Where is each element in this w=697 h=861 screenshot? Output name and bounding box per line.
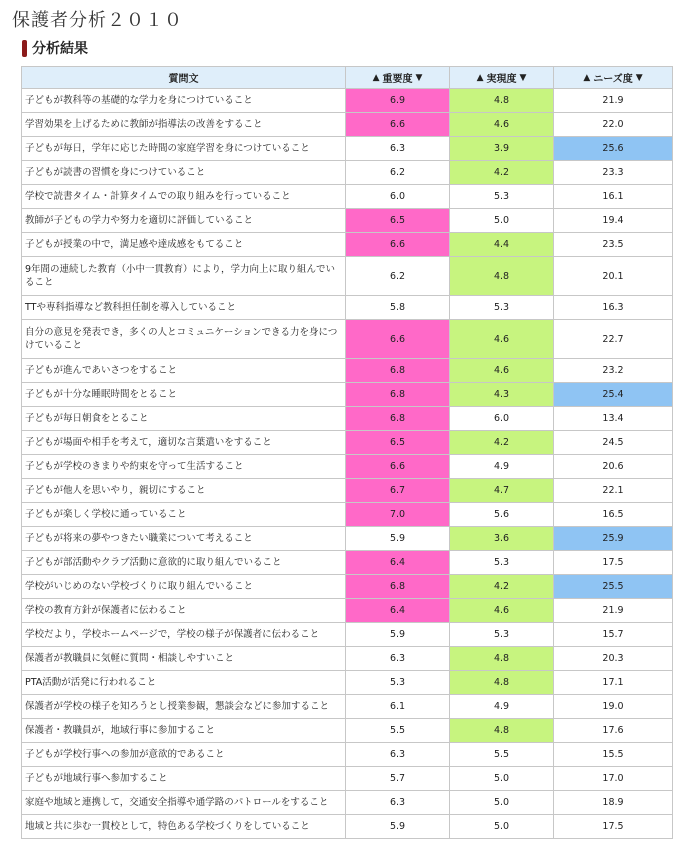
cell-needs: 17.5	[554, 815, 673, 839]
cell-question: 自分の意見を発表でき，多くの人とコミュニケーションできる力を身につけていること	[22, 320, 346, 359]
cell-question: 子どもが場面や相手を考えて，適切な言葉遣いをすること	[22, 431, 346, 455]
table-body	[22, 89, 673, 839]
cell-needs: 25.5	[554, 575, 673, 599]
cell-importance: 6.6	[346, 320, 450, 359]
cell-question: 子どもが学校行事への参加が意欲的であること	[22, 743, 346, 767]
cell-question: TTや専科指導など教科担任制を導入していること	[22, 296, 346, 320]
table-row	[22, 113, 673, 137]
table-row	[22, 671, 673, 695]
cell-needs: 20.3	[554, 647, 673, 671]
cell-question: 子どもが学校のきまりや約束を守って生活すること	[22, 455, 346, 479]
cell-needs: 23.5	[554, 233, 673, 257]
cell-needs: 16.5	[554, 503, 673, 527]
cell-importance: 5.8	[346, 296, 450, 320]
cell-question: 子どもが教科等の基礎的な学力を身につけていること	[22, 89, 346, 113]
section-marker-icon	[22, 40, 27, 57]
cell-importance: 6.5	[346, 209, 450, 233]
cell-actual: 3.6	[450, 527, 554, 551]
cell-actual: 6.0	[450, 407, 554, 431]
cell-question: PTA活動が活発に行われること	[22, 671, 346, 695]
cell-needs: 19.4	[554, 209, 673, 233]
cell-question: 子どもが十分な睡眠時間をとること	[22, 383, 346, 407]
cell-actual: 5.3	[450, 623, 554, 647]
cell-needs: 25.4	[554, 383, 673, 407]
cell-question: 教師が子どもの学力や努力を適切に評価していること	[22, 209, 346, 233]
cell-importance: 5.9	[346, 527, 450, 551]
cell-question: 学校がいじめのない学校づくりに取り組んでいること	[22, 575, 346, 599]
cell-importance: 6.0	[346, 185, 450, 209]
cell-actual: 5.3	[450, 296, 554, 320]
table-row	[22, 185, 673, 209]
cell-importance: 6.5	[346, 431, 450, 455]
cell-actual: 4.2	[450, 161, 554, 185]
table-row	[22, 599, 673, 623]
section-heading	[22, 37, 88, 59]
cell-importance: 7.0	[346, 503, 450, 527]
cell-needs: 21.9	[554, 599, 673, 623]
table-row	[22, 503, 673, 527]
cell-needs: 20.6	[554, 455, 673, 479]
cell-question: 学校で読書タイム・計算タイムでの取り組みを行っていること	[22, 185, 346, 209]
cell-question: 9年間の連続した教育（小中一貫教育）により，学力向上に取り組んでいること	[22, 257, 346, 296]
cell-needs: 17.1	[554, 671, 673, 695]
table-row	[22, 320, 673, 359]
cell-question: 子どもが将来の夢やつきたい職業について考えること	[22, 527, 346, 551]
cell-question: 保護者が学校の様子を知ろうとし授業参観，懇談会などに参加すること	[22, 695, 346, 719]
cell-actual: 4.3	[450, 383, 554, 407]
header-importance-label: 重要度	[382, 74, 413, 85]
cell-actual: 5.0	[450, 209, 554, 233]
cell-question: 子どもが地域行事へ参加すること	[22, 767, 346, 791]
cell-actual: 5.3	[450, 551, 554, 575]
cell-question: 学校の教育方針が保護者に伝わること	[22, 599, 346, 623]
cell-importance: 5.5	[346, 719, 450, 743]
table-row	[22, 89, 673, 113]
cell-needs: 22.1	[554, 479, 673, 503]
table-row	[22, 296, 673, 320]
cell-importance: 6.8	[346, 383, 450, 407]
cell-actual: 4.8	[450, 89, 554, 113]
table-row	[22, 647, 673, 671]
table-row	[22, 575, 673, 599]
cell-actual: 4.8	[450, 647, 554, 671]
cell-needs: 17.6	[554, 719, 673, 743]
cell-actual: 4.6	[450, 320, 554, 359]
cell-actual: 5.0	[450, 815, 554, 839]
sort-desc-icon[interactable]: ▼	[415, 72, 423, 83]
cell-actual: 4.6	[450, 113, 554, 137]
cell-question: 子どもが他人を思いやり，親切にすること	[22, 479, 346, 503]
cell-question: 地域と共に歩む一貫校として，特色ある学校づくりをしていること	[22, 815, 346, 839]
sort-desc-icon[interactable]: ▼	[635, 72, 643, 83]
cell-actual: 5.3	[450, 185, 554, 209]
table-row	[22, 137, 673, 161]
cell-actual: 5.0	[450, 767, 554, 791]
cell-needs: 22.0	[554, 113, 673, 137]
cell-importance: 6.7	[346, 479, 450, 503]
sort-asc-icon[interactable]: ▲	[583, 72, 591, 83]
cell-importance: 5.7	[346, 767, 450, 791]
cell-actual: 4.8	[450, 257, 554, 296]
sort-desc-icon[interactable]: ▼	[519, 72, 527, 83]
table-row	[22, 551, 673, 575]
table-row	[22, 815, 673, 839]
table-row	[22, 407, 673, 431]
sort-header-needs[interactable]	[554, 67, 673, 89]
cell-importance: 6.3	[346, 137, 450, 161]
table-row	[22, 431, 673, 455]
cell-needs: 13.4	[554, 407, 673, 431]
cell-importance: 6.8	[346, 575, 450, 599]
page-title: 保護者分析２０１０	[12, 10, 183, 31]
table-row	[22, 623, 673, 647]
cell-actual: 4.8	[450, 719, 554, 743]
cell-needs: 15.5	[554, 743, 673, 767]
cell-needs: 17.5	[554, 551, 673, 575]
table-row	[22, 791, 673, 815]
cell-needs: 15.7	[554, 623, 673, 647]
cell-importance: 6.8	[346, 407, 450, 431]
sort-header-importance[interactable]	[346, 67, 450, 89]
section-label: 分析結果	[32, 41, 88, 57]
cell-importance: 6.3	[346, 647, 450, 671]
cell-actual: 4.6	[450, 599, 554, 623]
sort-header-actual[interactable]	[450, 67, 554, 89]
cell-question: 学習効果を上げるために教師が指導法の改善をすること	[22, 113, 346, 137]
sort-asc-icon[interactable]: ▲	[476, 72, 484, 83]
cell-actual: 4.8	[450, 671, 554, 695]
cell-actual: 4.4	[450, 233, 554, 257]
header-needs-label: ニーズ度	[593, 74, 633, 85]
cell-actual: 4.6	[450, 359, 554, 383]
cell-question: 子どもが授業の中で，満足感や達成感をもてること	[22, 233, 346, 257]
cell-importance: 6.6	[346, 455, 450, 479]
cell-importance: 6.3	[346, 743, 450, 767]
cell-question: 保護者・教職員が，地域行事に参加すること	[22, 719, 346, 743]
cell-importance: 6.9	[346, 89, 450, 113]
cell-actual: 5.6	[450, 503, 554, 527]
cell-importance: 6.1	[346, 695, 450, 719]
table-row	[22, 359, 673, 383]
cell-actual: 3.9	[450, 137, 554, 161]
sort-asc-icon[interactable]: ▲	[372, 72, 380, 83]
cell-importance: 5.9	[346, 623, 450, 647]
cell-importance: 6.6	[346, 233, 450, 257]
cell-actual: 4.9	[450, 455, 554, 479]
cell-actual: 4.2	[450, 575, 554, 599]
cell-question: 家庭や地域と連携して，交通安全指導や通学路のパトロールをすること	[22, 791, 346, 815]
cell-needs: 16.3	[554, 296, 673, 320]
cell-needs: 17.0	[554, 767, 673, 791]
cell-actual: 4.7	[450, 479, 554, 503]
table-row	[22, 233, 673, 257]
cell-question: 子どもが部活動やクラブ活動に意欲的に取り組んでいること	[22, 551, 346, 575]
cell-importance: 5.9	[346, 815, 450, 839]
cell-needs: 25.9	[554, 527, 673, 551]
table-row	[22, 455, 673, 479]
cell-importance: 6.4	[346, 551, 450, 575]
cell-question: 子どもが毎日，学年に応じた時間の家庭学習を身につけていること	[22, 137, 346, 161]
table-row	[22, 527, 673, 551]
cell-actual: 5.5	[450, 743, 554, 767]
cell-importance: 5.3	[346, 671, 450, 695]
table-row	[22, 743, 673, 767]
table-row	[22, 383, 673, 407]
cell-needs: 18.9	[554, 791, 673, 815]
cell-needs: 22.7	[554, 320, 673, 359]
table-row	[22, 161, 673, 185]
cell-actual: 4.9	[450, 695, 554, 719]
cell-needs: 16.1	[554, 185, 673, 209]
cell-importance: 6.8	[346, 359, 450, 383]
table-row	[22, 209, 673, 233]
cell-needs: 23.2	[554, 359, 673, 383]
cell-importance: 6.2	[346, 257, 450, 296]
table-row	[22, 695, 673, 719]
table-row	[22, 479, 673, 503]
cell-actual: 4.2	[450, 431, 554, 455]
cell-question: 子どもが毎日朝食をとること	[22, 407, 346, 431]
cell-importance: 6.6	[346, 113, 450, 137]
cell-importance: 6.4	[346, 599, 450, 623]
cell-question: 子どもが読書の習慣を身につけていること	[22, 161, 346, 185]
cell-needs: 24.5	[554, 431, 673, 455]
cell-needs: 23.3	[554, 161, 673, 185]
cell-needs: 25.6	[554, 137, 673, 161]
analysis-table	[21, 66, 673, 839]
cell-question: 学校だより，学校ホームページで，学校の様子が保護者に伝わること	[22, 623, 346, 647]
cell-actual: 5.0	[450, 791, 554, 815]
cell-needs: 21.9	[554, 89, 673, 113]
cell-importance: 6.3	[346, 791, 450, 815]
header-question: 質問文	[22, 67, 346, 89]
cell-question: 子どもが進んであいさつをすること	[22, 359, 346, 383]
cell-importance: 6.2	[346, 161, 450, 185]
cell-question: 子どもが楽しく学校に通っていること	[22, 503, 346, 527]
cell-needs: 20.1	[554, 257, 673, 296]
table-row	[22, 257, 673, 296]
header-actual-label: 実現度	[486, 74, 517, 85]
table-header-row	[22, 67, 673, 89]
cell-needs: 19.0	[554, 695, 673, 719]
table-row	[22, 767, 673, 791]
table-row	[22, 719, 673, 743]
cell-question: 保護者が教職員に気軽に質問・相談しやすいこと	[22, 647, 346, 671]
